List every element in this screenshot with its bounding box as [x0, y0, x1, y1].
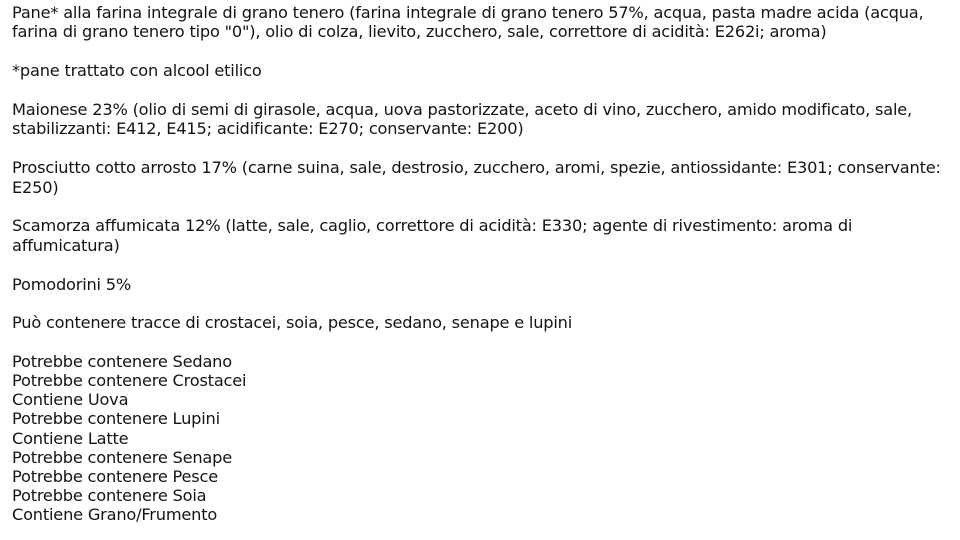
allergen-item: Contiene Grano/Frumento — [12, 504, 218, 524]
allergen-item: Potrebbe contenere Lupini — [12, 409, 220, 429]
allergen-item: Potrebbe contenere Senape — [12, 447, 232, 467]
allergen-item: Contiene Latte — [12, 428, 129, 448]
traces-warning: Può contenere tracce di crostacei, soia, pesce, sedano, senape e lupini — [12, 313, 573, 333]
allergen-list — [12, 352, 952, 524]
allergen-item: Potrebbe contenere Pesce — [12, 466, 218, 486]
scamorza-ingredients: Scamorza affumicata 12% (latte, sale, caglio, correttore di acidità: E330; agente di rivestimento: aroma di affumicatura) — [12, 216, 853, 255]
tomatoes-ingredients: Pomodorini 5% — [12, 274, 132, 294]
allergen-item: Potrebbe contenere Sedano — [12, 352, 232, 372]
allergen-item: Potrebbe contenere Soia — [12, 485, 207, 505]
allergen-item: Contiene Uova — [12, 390, 129, 410]
bread-ingredients: Pane* alla farina integrale di grano tenero (farina integrale di grano tenero 57%, acqua, pasta madre acida (acqua, farina di grano tenero tipo "0"), olio di colza, lievito, zucchero, sale, correttore di acidità: E262i; aroma) — [12, 3, 924, 42]
allergen-item: Potrebbe contenere Crostacei — [12, 371, 247, 391]
mayonnaise-ingredients: Maionese 23% (olio di semi di girasole, acqua, uova pastorizzate, aceto di vino, zucchero, amido modificato, sale, stabilizzanti: E412, E415; acidificante: E270; conservante: E200) — [12, 100, 912, 139]
ham-ingredients: Prosciutto cotto arrosto 17% (carne suina, sale, destrosio, zucchero, aromi, spezie, antiossidante: E301; conservante: E250) — [12, 158, 941, 197]
ingredients-document — [12, 3, 952, 540]
bread-note: *pane trattato con alcool etilico — [12, 61, 262, 81]
